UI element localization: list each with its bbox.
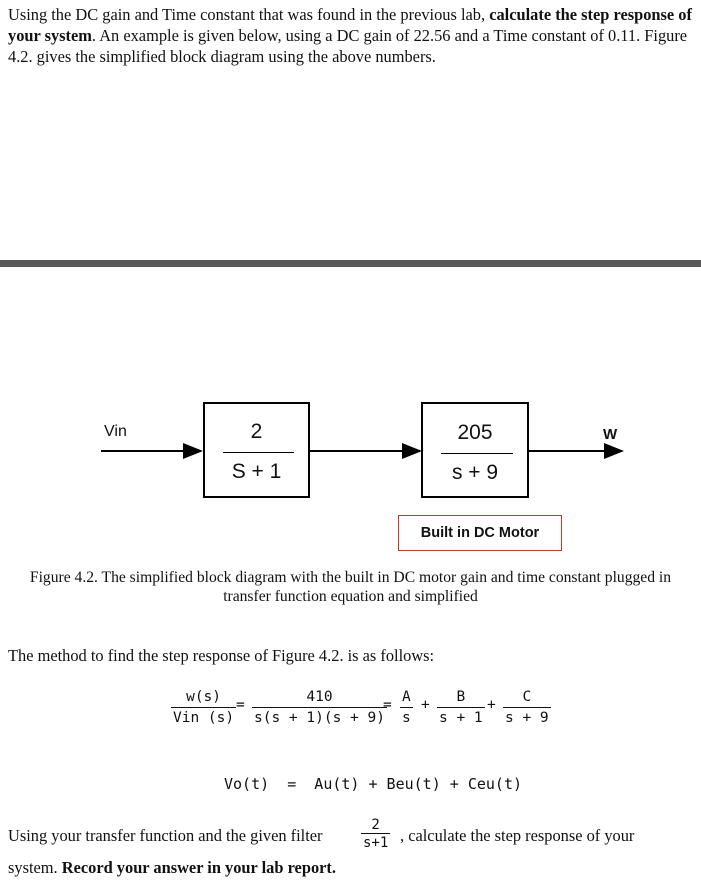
lhs-fraction [171,688,236,728]
partial-b-numerator: B [437,688,485,708]
intro-text-bold: calculate the step response of your system [8,5,692,45]
plus-sign-1: + [421,697,430,713]
partial-a-numerator: A [400,688,413,708]
caption-line-2: transfer function equation and simplified [223,588,478,605]
filter-block [203,402,310,498]
motor-block-denominator: s + 9 [451,461,499,484]
final-text-3: system. [8,858,62,877]
motor-block-numerator: 205 [457,421,493,444]
filter-block-numerator: 2 [250,420,263,443]
filter-block-denominator: S + 1 [231,460,282,483]
motor-label: Built in DC Motor [420,525,540,541]
time-domain-equation: Vo(t) = Au(t) + Beu(t) + Ceu(t) [224,775,523,793]
final-instruction-line-2 [8,858,336,878]
final-text-1: Using your transfer function and the given filter [8,826,323,845]
filter-numerator: 2 [361,817,390,834]
final-instruction-line-1 [8,826,323,846]
final-text-2: , calculate the step response of your [400,826,635,845]
final-instruction-line-1b [400,826,634,846]
partial-fraction-a [400,688,413,728]
intro-text-3: . An example is given below, using a DC gain of 22.56 and a Time constant of 0.11. Figure 4.2. gives the simplified block diagram using the above numbers. [8,26,688,66]
method-text: The method to find the step response of Figure 4.2. is as follows: [8,646,435,665]
expanded-denominator: s(s + 1)(s + 9) [254,710,385,726]
diagram-arrows [0,390,701,560]
figure-caption [0,568,701,606]
partial-a-denominator: s [402,710,411,726]
equals-sign-1: = [236,697,245,713]
caption-line-1: Figure 4.2. The simplified block diagram with the built in DC motor gain and time constant plugged in [29,569,672,586]
filter-fraction [361,817,390,852]
partial-fraction-c [503,688,551,728]
intro-paragraph [8,4,696,67]
lhs-numerator: w(s) [171,688,236,708]
equals-sign-2: = [383,697,392,713]
partial-c-numerator: C [503,688,551,708]
partial-c-denominator: s + 9 [505,710,549,726]
motor-label-box [398,515,562,551]
filter-block-fraction-bar [223,452,294,453]
input-label: Vin [104,423,127,440]
motor-block-fraction-bar [441,453,513,454]
section-divider [0,260,701,267]
plus-sign-2: + [487,697,496,713]
intro-text-1: Using the DC gain and Time constant that was found in the previous lab, [8,5,490,24]
expanded-fraction [252,688,387,728]
lhs-denominator: Vin (s) [173,710,235,726]
partial-b-denominator: s + 1 [439,710,483,726]
motor-block [421,402,529,498]
partial-fraction-b [437,688,485,728]
filter-denominator: s+1 [363,835,389,851]
output-label: W [603,426,618,443]
final-text-bold: Record your answer in your lab report. [61,858,336,877]
transfer-function-equation [0,688,701,732]
block-diagram [0,390,701,560]
expanded-numerator: 410 [252,688,387,708]
